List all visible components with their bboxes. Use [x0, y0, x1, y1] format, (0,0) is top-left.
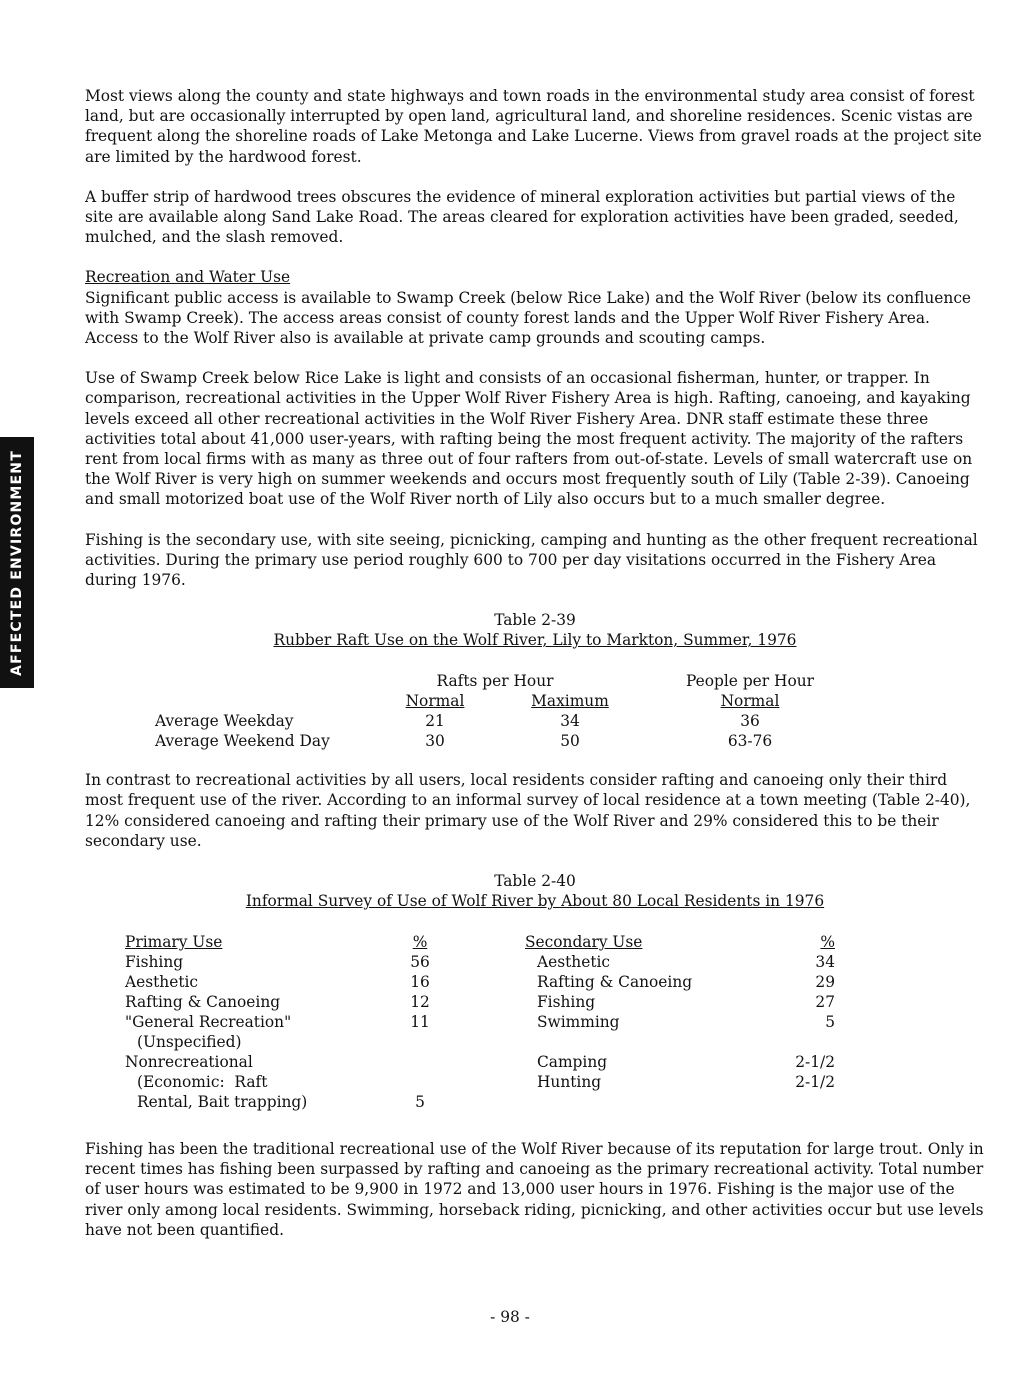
page-number: - 98 - — [490, 1308, 530, 1326]
secondary-use-pct: 2-1/2 — [795, 1053, 835, 1072]
column-header-normal: Normal — [405, 692, 465, 711]
primary-use-label: Nonrecreational — [125, 1053, 253, 1072]
secondary-use-pct: 34 — [815, 953, 835, 972]
secondary-use-label: Fishing — [537, 993, 596, 1012]
column-group-rafts: Rafts per Hour — [436, 672, 554, 691]
primary-use-label: "General Recreation" — [125, 1013, 292, 1032]
row-label: Average Weekend Day — [155, 732, 330, 751]
primary-use-label: Rafting & Canoeing — [125, 993, 281, 1012]
column-header-secondary-pct: % — [820, 933, 835, 952]
paragraph-swamp-creek-use: Use of Swamp Creek below Rice Lake is light and consists of an occasional fisherman, hunter, or trapper. In comparison, recreational activities in the Upper Wolf River Fishery Area is high. Rafting, canoeing, and kayaking levels exceed all other recreational activities in the Wolf River Fishery Area. DNR staff estimate these three activities total about 41,000 user-years, with rafting being the most frequent activity. The majority of the rafters rent from local firms with as many as three out of four rafters from out-of-state. Levels of small watercraft use on the Wolf River is very high on summer weekends and occurs most frequently south of Lily (Table 2-39). Canoeing and small motorized boat use of the Wolf River north of Lily also occurs but to a much smaller degree. — [85, 369, 973, 509]
paragraph-views: Most views along the county and state highways and town roads in the environmental study area consist of forest land, but are occasionally interrupted by open land, agricultural land, and shoreline residences. Scenic vistas are frequent along the shoreline roads of Lake Metonga and Lake Lucerne. Views from gravel roads at the project site are limited by the hardwood forest. — [85, 87, 982, 166]
secondary-use-label: Swimming — [537, 1013, 620, 1032]
secondary-use-pct: 27 — [815, 993, 835, 1012]
row-label: Average Weekday — [155, 712, 294, 731]
cell-normal: 21 — [425, 712, 445, 731]
column-header-secondary-use: Secondary Use — [525, 933, 643, 952]
cell-maximum: 34 — [560, 712, 580, 731]
table-2-39 — [85, 610, 985, 751]
secondary-use-label: Aesthetic — [537, 953, 611, 972]
secondary-use-pct: 2-1/2 — [795, 1073, 835, 1092]
secondary-use-pct: 29 — [815, 973, 835, 992]
primary-use-label-cont: (Economic: Raft — [137, 1073, 268, 1092]
column-header-people-normal: Normal — [720, 692, 780, 711]
paragraph-buffer-strip: A buffer strip of hardwood trees obscures the evidence of mineral exploration activities but partial views of the site are available along Sand Lake Road. The areas cleared for exploration activities have been graded, seeded, mulched, and the slash removed. — [85, 187, 959, 247]
table-2-40 — [85, 871, 985, 1117]
column-header-primary-use: Primary Use — [125, 933, 223, 952]
column-header-primary-pct: % — [412, 933, 428, 952]
cell-people: 36 — [740, 712, 760, 731]
table-number: Table 2-40 — [494, 872, 576, 891]
primary-use-pct: 16 — [410, 973, 430, 992]
paragraph-local-residents: In contrast to recreational activities by all users, local residents consider rafting and canoeing only their third most frequent use of the river. According to an informal survey of local residence at a town meeting (Table 2-40), 12% considered canoeing and rafting their primary use of the Wolf River and 29% considered this to be their secondary use. — [85, 771, 971, 850]
primary-use-pct: 12 — [410, 993, 430, 1012]
paragraph-fishing-secondary: Fishing is the secondary use, with site seeing, picnicking, camping and hunting as the other frequent recreational activities. During the primary use period roughly 600 to 700 per day visitations occurred in the Fishery Area during 1976. — [85, 530, 978, 590]
secondary-use-pct: 5 — [825, 1013, 835, 1032]
paragraph-public-access: Significant public access is available to Swamp Creek (below Rice Lake) and the Wolf River (below its confluence with Swamp Creek). The access areas consist of county forest lands and the Upper Wolf River Fishery Area. Access to the Wolf River also is available at private camp grounds and scouting camps. — [85, 288, 972, 348]
table-title: Informal Survey of Use of Wolf River by About 80 Local Residents in 1976 — [245, 892, 825, 911]
cell-maximum: 50 — [560, 732, 580, 751]
primary-use-pct: 5 — [415, 1093, 425, 1112]
primary-use-pct: 56 — [410, 953, 430, 972]
page-body — [85, 86, 985, 1260]
secondary-use-label: Camping — [537, 1053, 608, 1072]
section-side-tab — [0, 437, 34, 688]
primary-use-label: Aesthetic — [125, 973, 199, 992]
paragraph-fishing-tradition: Fishing has been the traditional recreational use of the Wolf River because of its reputation for large trout. Only in recent times has fishing been surpassed by rafting and canoeing as the primary recreational activity. Total number of user hours was estimated to be 9,900 in 1972 and 13,000 user hours in 1976. Fishing is the major use of the river only among local residents. Swimming, horseback riding, picnicking, and other activities occur but use levels have not been quantified. — [85, 1140, 984, 1239]
table-title: Rubber Raft Use on the Wolf River, Lily to Markton, Summer, 1976 — [273, 631, 797, 650]
cell-people: 63-76 — [727, 732, 773, 751]
primary-use-pct: 11 — [410, 1013, 430, 1032]
column-group-people: People per Hour — [686, 672, 814, 691]
section-heading: Recreation and Water Use — [85, 268, 291, 287]
section-side-tab-label: AFFECTED ENVIRONMENT — [9, 449, 25, 676]
secondary-use-label: Rafting & Canoeing — [537, 973, 693, 992]
cell-normal: 30 — [425, 732, 445, 751]
column-header-maximum: Maximum — [531, 692, 609, 711]
primary-use-label-cont: (Unspecified) — [137, 1033, 242, 1052]
secondary-use-label: Hunting — [537, 1073, 602, 1092]
table-number: Table 2-39 — [494, 611, 576, 630]
primary-use-label: Fishing — [125, 953, 184, 972]
primary-use-label-cont: Rental, Bait trapping) — [137, 1093, 308, 1112]
